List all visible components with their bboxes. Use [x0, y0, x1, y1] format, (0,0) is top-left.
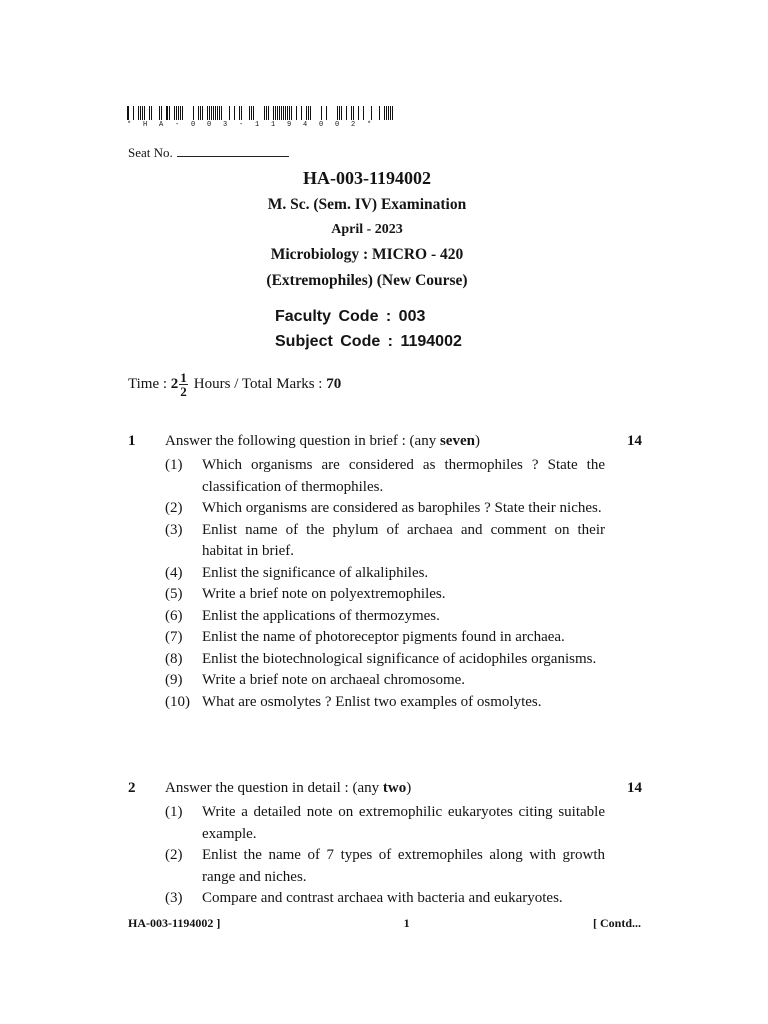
barcode-bar	[273, 106, 274, 120]
barcode-bar	[209, 106, 210, 120]
barcode-bar	[275, 106, 276, 120]
barcode-text: * H A - 0 0 3 - 1 1 9 4 0 0 2 *	[127, 121, 376, 129]
barcode-bar	[140, 106, 141, 120]
question-1-items	[128, 455, 648, 713]
sub-question	[165, 649, 605, 671]
barcode-bar	[144, 106, 145, 120]
instruction-prefix: Answer the following question in brief : (any	[165, 433, 440, 449]
barcode-bar	[178, 106, 179, 120]
barcode-bar	[353, 106, 354, 120]
sub-question-text: Compare and contrast archaea with bacteria and eukaryotes.	[202, 890, 563, 906]
question-number: 2	[128, 780, 136, 796]
barcode-bar	[390, 106, 391, 120]
question-instruction	[165, 433, 612, 450]
barcode-bar	[268, 106, 269, 120]
seat-number	[128, 145, 289, 161]
paper-code: HA-003-1194002	[303, 168, 431, 188]
question-instruction	[165, 780, 612, 797]
barcode-bar	[127, 106, 129, 120]
instruction-bold: two	[382, 780, 407, 796]
barcode-bar	[151, 106, 152, 120]
barcode-bar	[277, 106, 278, 120]
question-marks: 14	[627, 780, 642, 796]
barcode-bar	[301, 106, 302, 120]
barcode-bar	[310, 106, 311, 120]
sub-question-number: (6)	[165, 607, 183, 624]
barcode-bar	[215, 106, 216, 120]
question-2-header	[128, 780, 648, 802]
barcode-bar	[291, 106, 292, 120]
barcode-bar	[176, 106, 177, 120]
fraction-numerator: 1	[180, 370, 187, 385]
barcode-bar	[142, 106, 143, 120]
sub-question-text: Write a brief note on archaeal chromosome.	[202, 672, 466, 688]
barcode-bar	[341, 106, 342, 120]
sub-question-number: (5)	[165, 586, 183, 602]
barcode-bar	[308, 106, 309, 120]
barcode-bar	[264, 106, 265, 120]
sub-question-number: (10)	[165, 693, 190, 710]
barcode-bar	[253, 106, 254, 120]
barcode-bar	[149, 106, 150, 120]
time-fraction	[179, 371, 188, 398]
sub-question-text: Enlist the name of 7 types of extremophiles along with growth range and niches.	[202, 847, 605, 885]
barcode-bar	[306, 106, 307, 120]
sub-question-number: (2)	[165, 500, 183, 516]
sub-question-number: (8)	[165, 650, 183, 667]
sub-question-text: Which organisms are considered as thermophiles ? State the classification of thermophiles.	[202, 457, 605, 495]
seat-blank-line	[177, 145, 289, 157]
barcode-bar	[351, 106, 352, 120]
barcode-bar	[133, 106, 134, 120]
barcode-bar	[239, 106, 240, 120]
barcode-bar	[234, 106, 235, 120]
sub-question	[165, 584, 605, 606]
barcode-bar	[249, 106, 250, 120]
barcode-bar	[296, 106, 297, 120]
sub-question	[165, 498, 605, 520]
sub-question-number: (1)	[165, 804, 183, 820]
course-title: (Extremophiles) (New Course)	[266, 272, 468, 289]
sub-question-text: Enlist the significance of alkaliphiles.	[202, 564, 429, 581]
sub-question-text: Enlist name of the phylum of archaea and comment on their habitat in brief.	[202, 521, 605, 559]
barcode-bar	[321, 106, 322, 120]
barcode-bar	[207, 106, 208, 120]
barcode-bar	[219, 106, 220, 120]
barcode-bar	[161, 106, 162, 120]
barcode-bar	[221, 106, 222, 120]
sub-question-text: Which organisms are considered as barophiles ? State their niches.	[202, 500, 602, 516]
barcode-bar	[388, 106, 389, 120]
barcode-bar	[229, 106, 230, 120]
footer-continued: [ Contd...	[592, 916, 641, 930]
sub-question	[165, 845, 605, 888]
page-footer	[128, 916, 641, 931]
sub-question-text: What are osmolytes ? Enlist two examples of osmolytes.	[202, 693, 542, 710]
barcode-bar	[217, 106, 218, 120]
barcode-bar	[266, 106, 267, 120]
barcode-bar	[358, 106, 359, 120]
barcode-bar	[326, 106, 327, 120]
sub-question-number: (3)	[165, 521, 183, 538]
barcode-bar	[285, 106, 286, 120]
fraction-denominator: 2	[180, 384, 187, 399]
barcode-bar	[289, 106, 290, 120]
time-whole: 2	[170, 376, 179, 392]
sub-question-text: Write a detailed note on extremophilic eukaryotes citing suitable example.	[202, 804, 605, 842]
time-marks-line	[128, 371, 341, 398]
barcode-bar	[392, 106, 393, 120]
barcode-bar	[346, 106, 347, 120]
barcode-bar	[166, 106, 168, 120]
sub-question-text: Write a brief note on polyextremophiles.	[202, 586, 446, 602]
subject-code: Subject Code : 1194002	[275, 333, 462, 350]
barcode-bars	[127, 106, 395, 120]
barcode-bar	[193, 106, 194, 120]
seat-label: Seat No.	[128, 145, 173, 160]
barcode-bar	[213, 106, 214, 120]
hours-label: Hours / Total Marks :	[193, 376, 323, 392]
sub-question-text: Enlist the name of photoreceptor pigments found in archaea.	[202, 629, 565, 645]
barcode-bar	[379, 106, 380, 120]
sub-question	[165, 888, 605, 910]
barcode-bar	[287, 106, 288, 120]
exam-title: M. Sc. (Sem. IV) Examination	[267, 196, 467, 213]
barcode-bar	[138, 106, 139, 120]
sub-question	[165, 606, 605, 628]
barcode-bar	[241, 106, 242, 120]
barcode-bar	[211, 106, 212, 120]
barcode-bar	[174, 106, 175, 120]
sub-question-number: (4)	[165, 564, 183, 581]
question-2-items	[128, 802, 648, 910]
barcode-bar	[386, 106, 387, 120]
question-1-header	[128, 433, 648, 455]
sub-question	[165, 563, 605, 585]
sub-question	[165, 520, 605, 563]
instruction-bold: seven	[439, 433, 475, 449]
barcode-bar	[283, 106, 284, 120]
barcode-bar	[363, 106, 364, 120]
sub-question-number: (2)	[165, 847, 183, 863]
question-1	[128, 433, 648, 713]
sub-question	[165, 692, 605, 714]
footer-paper-code: HA-003-1194002 ]	[128, 916, 221, 930]
barcode-bar	[279, 106, 280, 120]
question-number: 1	[128, 433, 136, 449]
sub-question-number: (7)	[165, 629, 183, 645]
total-marks: 70	[326, 376, 342, 392]
faculty-code: Faculty Code : 003	[275, 308, 426, 325]
barcode-bar	[200, 106, 201, 120]
sub-question-text: Enlist the applications of thermozymes.	[202, 607, 440, 624]
barcode-bar	[159, 106, 160, 120]
barcode-bar	[281, 106, 282, 120]
question-2	[128, 780, 648, 910]
sub-question-number: (3)	[165, 890, 183, 906]
barcode	[127, 106, 395, 129]
sub-question	[165, 455, 605, 498]
barcode-bar	[251, 106, 252, 120]
sub-question	[165, 627, 605, 649]
barcode-bar	[384, 106, 385, 120]
barcode-bar	[198, 106, 199, 120]
sub-question-number: (1)	[165, 457, 183, 473]
sub-question	[165, 670, 605, 692]
time-label: Time :	[128, 376, 168, 392]
barcode-bar	[169, 106, 170, 120]
subject-title: Microbiology : MICRO - 420	[270, 246, 464, 263]
exam-month: April - 2023	[331, 222, 403, 237]
instruction-suffix: )	[406, 780, 412, 796]
barcode-bar	[371, 106, 372, 120]
question-marks: 14	[627, 433, 642, 449]
footer-page-number: 1	[403, 916, 410, 930]
instruction-prefix: Answer the question in detail : (any	[165, 780, 383, 796]
barcode-bar	[337, 106, 338, 120]
sub-question	[165, 802, 605, 845]
barcode-bar	[182, 106, 183, 120]
sub-question-number: (9)	[165, 672, 183, 688]
sub-question-text: Enlist the biotechnological significance of acidophiles organisms.	[202, 650, 597, 667]
barcode-bar	[339, 106, 340, 120]
barcode-bar	[202, 106, 203, 120]
barcode-bar	[180, 106, 181, 120]
instruction-suffix: )	[474, 433, 480, 449]
